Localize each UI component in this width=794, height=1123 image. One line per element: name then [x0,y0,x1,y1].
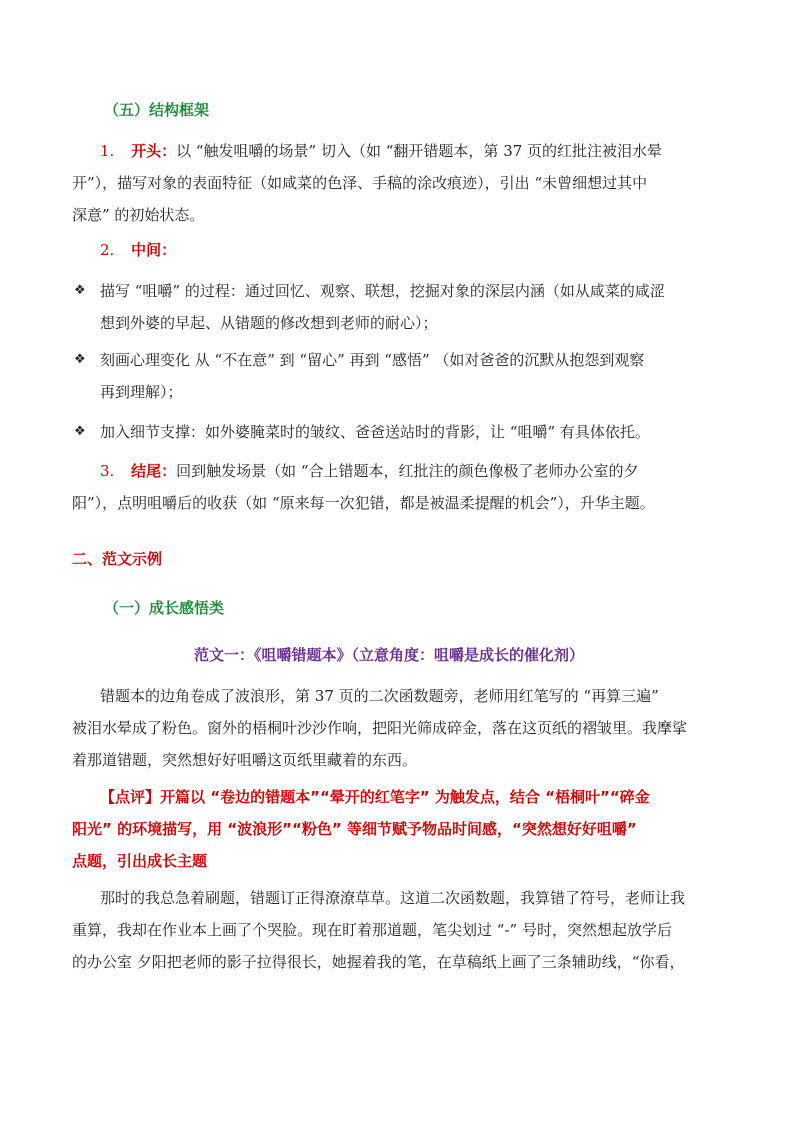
item1-text-2: 开”），描写对象的表面特征（如咸菜的色泽、手稿的涂改痕迹），引出 “未曾细想过其中 [72,174,648,192]
para2-line1: 那时的我总急着刷题，错题订正得潦潦草草。这道二次函数题，我算错了符号，老师让我 [100,889,686,907]
para1-line1: 错题本的边角卷成了波浪形，第 37 页的二次函数题旁，老师用红笔写的 “再算三遍” [100,687,659,705]
bullet-icon-1: ❖ [74,283,86,298]
item1-text-1: 以 “触发咀嚼的场景” 切入（如 “翻开错题本，第 37 页的红批注被泪水晕 [176,142,663,160]
review-line1: 【点评】开篇以 “卷边的错题本”“晕开的红笔字” 为触发点，结合 “梧桐叶”“碎金 [100,788,650,806]
bullet2-text-1: 刻画心理变化 从 “不在意” 到 “留心” 再到 “感悟” （如对爸爸的沉默从抱怨到观察 [100,351,645,369]
item1-line1 [100,141,662,161]
item3-line1 [100,461,639,481]
item3-number: 3. [100,462,115,480]
para2-line3: 的办公室 夕阳把老师的影子拉得很长，她握着我的笔，在草稿纸上画了三条辅助线，“你看， [72,953,685,971]
section-heading-structure: （五）结构框架 [104,101,210,119]
review-line3: 点题，引出成长主题 [72,852,208,870]
section-heading-examples: 二、范文示例 [72,550,163,568]
para1-line2: 被泪水晕成了粉色。窗外的梧桐叶沙沙作响，把阳光筛成碎金，落在这页纸的褶皱里。我摩挲 [72,719,688,737]
item1-number: 1. [100,142,115,160]
bullet2-text-2: 再到理解）； [100,383,183,401]
bullet-icon-3: ❖ [74,424,86,439]
item1-label: 开头： [131,142,177,160]
item3-text-2: 阳”），点明咀嚼后的收获（如 “原来每一次犯错，都是被温柔提醒的机会”），升华主题。 [72,494,655,512]
bullet1-text-1: 描写 “咀嚼” 的过程：通过回忆、观察、联想，挖掘对象的深层内涵（如从咸菜的咸涩 [100,282,665,300]
item3-label: 结尾： [131,462,177,480]
item1-text-3: 深意” 的初始状态。 [72,206,205,224]
para2-line2: 重算，我却在作业本上画了个哭脸。现在盯着那道题，笔尖划过 “-” 号时，突然想起放学后 [72,921,672,939]
item3-text-1: 回到触发场景（如 “合上错题本，红批注的颜色像极了老师办公室的夕 [176,462,639,480]
essay-title: 范文一：《咀嚼错题本》（立意角度：咀嚼是成长的催化剂） [194,646,585,664]
bullet1-text-2: 想到外婆的早起、从错题的修改想到老师的耐心）； [100,314,438,332]
review-line2: 阳光” 的环境描写，用 “波浪形”“粉色” 等细节赋予物品时间感，“突然想好好咀嚼” [72,820,637,838]
item2-label: 中间： [131,241,177,259]
para1-line3: 着那道错题，突然想好好咀嚼这页纸里藏着的东西。 [72,751,418,769]
item2-line [100,240,176,260]
item2-number: 2. [100,241,115,259]
bullet-icon-2: ❖ [74,352,86,367]
sub-heading-growth: （一）成长感悟类 [104,599,225,617]
bullet3-text-1: 加入细节支撑：如外婆腌菜时的皱纹、爸爸送站时的背影，让 “咀嚼” 有具体依托。 [100,423,650,441]
